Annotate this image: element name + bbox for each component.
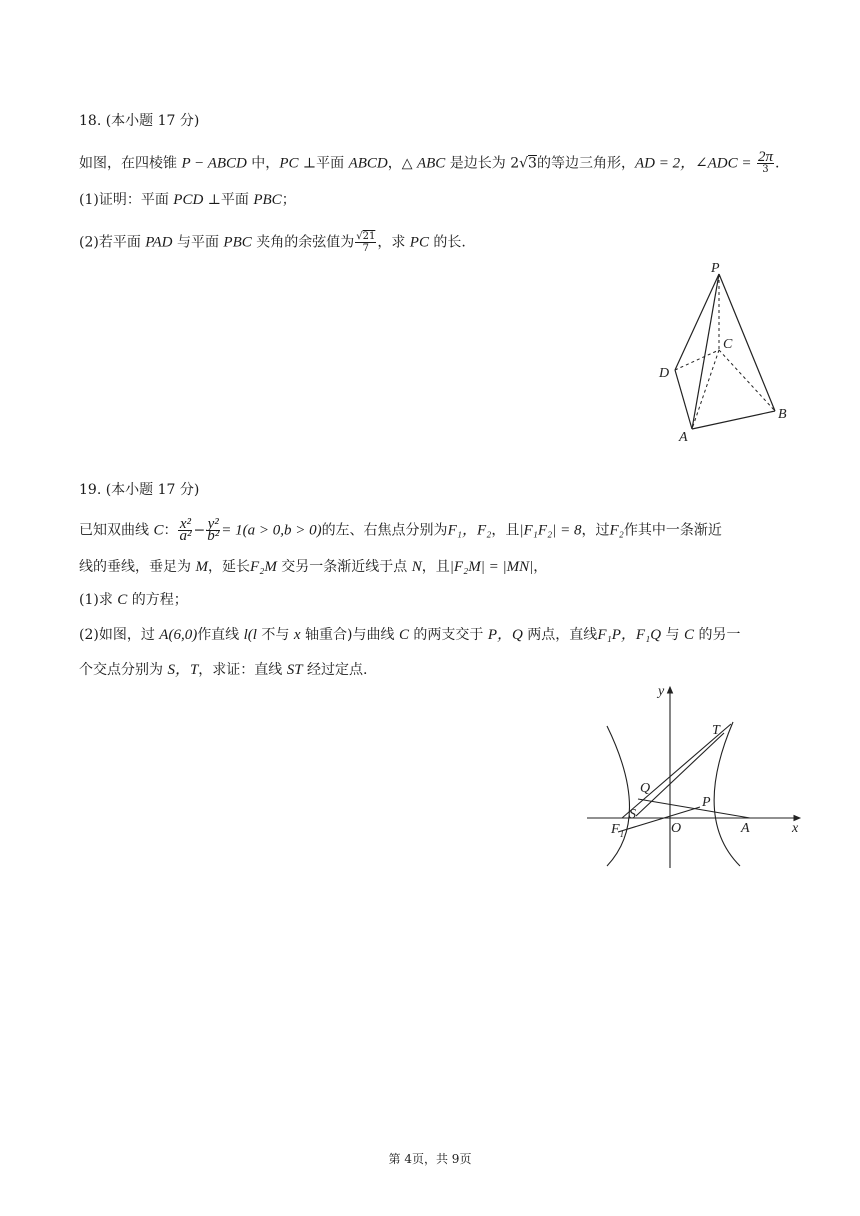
label-f1 (610, 822, 624, 839)
q18-math: PCD (173, 192, 204, 208)
q19-header: 19. (本小题 17 分) (79, 482, 200, 498)
q18-stem: 如图，在四棱锥 P − ABCD 中，PC ⊥平面 ABCD，△ ABC 是边长为 2√3的等边三角形，AD = 2，∠ADC = $\frac{2\pi}{3}$ . (79, 149, 780, 175)
q19-frac-y (206, 516, 220, 544)
fraction-denominator: a² (179, 528, 192, 544)
q19-text: 的左、右焦点分别为 (321, 522, 448, 539)
q19-text: 已知双曲线 (79, 522, 154, 539)
q19-math: P，Q (487, 627, 523, 643)
q19-part2-cont (79, 660, 368, 680)
q19-math: F₂M (249, 559, 277, 575)
q18-part2 (79, 231, 466, 254)
q18-math: PAD (145, 234, 173, 251)
label-a: A (679, 430, 688, 445)
q18-part1-text: ⊥平面 (203, 192, 254, 208)
q19-math: F₁P，F₁Q (597, 627, 662, 643)
q18-stem-text: 是边长为 2 (445, 155, 520, 172)
edge-cb-hidden (719, 350, 775, 411)
q19-text: 的方程； (127, 592, 188, 608)
q18-math: P − ABCD (181, 155, 247, 172)
q18-math: ABC (416, 155, 446, 172)
q18-part1 (79, 190, 296, 210)
q18-stem-text: 中， (246, 155, 280, 172)
q19-math: C (398, 627, 409, 643)
q19-text: 个交点分别为 (79, 662, 168, 678)
q18-math: PC (409, 234, 429, 251)
label-y: y (658, 684, 665, 699)
edge-dc-hidden (675, 350, 719, 370)
q19-math: C (683, 627, 694, 643)
q19-text: ，且 (421, 559, 450, 575)
fraction-denominator: b² (207, 528, 220, 544)
q19-math: C (117, 592, 128, 608)
label-p: P (702, 795, 711, 810)
q19-text: 线的垂线，垂足为 (79, 559, 196, 575)
q19-math: = 1(a > 0,b > 0) (221, 522, 322, 539)
label-o: O (671, 821, 682, 836)
page-footer: 第 4页，共 9页 (388, 1152, 472, 1166)
q18-part2-text: (2)若平面 (79, 234, 146, 251)
label-d: D (659, 366, 670, 381)
q19-part1 (79, 590, 188, 610)
q18-part2-text: 夹角的余弦值为 (251, 234, 355, 251)
q19-text: ，延长 (207, 559, 250, 575)
q18-angle-fraction (757, 149, 774, 175)
fraction-numerator: 2π (757, 149, 773, 165)
q19-math: N (411, 559, 422, 575)
q18-math: PC (279, 155, 299, 172)
q18-sqrt-value: 3 (528, 155, 537, 172)
q19-text: ，过 (581, 522, 610, 539)
label-s: S (629, 807, 636, 822)
q19-math: |F₁F₂| = 8 (519, 522, 582, 539)
q18-stem-text: . (774, 155, 780, 172)
edge-da (675, 370, 692, 429)
q19-math: F₁，F₂ (447, 522, 492, 539)
q19-text: 轴重合)与曲线 (300, 627, 399, 643)
q19-line2 (79, 557, 547, 577)
q18-stem-text: ，△ (387, 155, 417, 172)
q19-text: ， (533, 559, 548, 575)
q19-math: x (293, 627, 301, 643)
q19-text: (1)求 (79, 592, 118, 608)
q19-text: ： (163, 522, 178, 539)
q19-math: M (195, 559, 208, 575)
q18-math: PBC (253, 192, 282, 208)
q19-math: A(6,0) (159, 627, 198, 643)
q18-stem-text: 如图，在四棱锥 (79, 155, 182, 172)
edge-ca-hidden (692, 350, 719, 429)
q19-text: 的两支交于 (408, 627, 488, 643)
q19-part2 (79, 625, 740, 645)
q19-math: C (153, 522, 164, 539)
label-x: x (792, 821, 799, 836)
q18-part2-text: 的长. (428, 234, 466, 251)
hyperbola-figure (585, 683, 815, 873)
q18-math: ABCD (348, 155, 388, 172)
q19-math: − (193, 522, 206, 539)
q19-text: (2)如图，过 (79, 627, 160, 643)
line-s-t (636, 733, 724, 816)
q18-math: AD = 2，∠ADC = (634, 155, 752, 172)
q19-text: 作直线 (197, 627, 244, 643)
pyramid-figure (650, 255, 810, 455)
q19-text: 与 (661, 627, 684, 643)
label-f1-main: F (611, 822, 620, 837)
q19-text: 作其中一条渐近 (623, 522, 722, 539)
q18-part2-text: 与平面 (172, 234, 224, 251)
q19-text: 两点，直线 (522, 627, 598, 643)
left-branch (607, 726, 630, 866)
q19-text: 的另一 (694, 627, 741, 643)
q19-text: 交另一条渐近线于点 (276, 559, 412, 575)
q18-stem-text: 的等边三角形， (536, 155, 635, 172)
label-f1-sub: 1 (619, 829, 625, 839)
q18-stem-text: ⊥平面 (298, 155, 349, 172)
edge-pd (675, 274, 719, 370)
fraction-numerator: x² (179, 516, 192, 532)
right-branch (714, 722, 740, 866)
q19-frac-x (178, 516, 192, 544)
q18-header: 18. (本小题 17 分) (79, 113, 200, 129)
fraction-denominator: 7 (362, 243, 369, 254)
fraction-numerator: √21 (356, 231, 376, 242)
q19-text: ，且 (491, 522, 520, 539)
label-p: P (711, 261, 720, 276)
sqrt-value: 21 (362, 231, 376, 242)
q19-text: 不与 (256, 627, 294, 643)
q19-text: 经过定点. (302, 662, 368, 678)
label-b: B (778, 407, 787, 422)
label-a: A (741, 821, 750, 836)
fraction-denominator: 3 (762, 164, 769, 175)
q19-math: |F₂M| = |MN| (449, 559, 534, 575)
q19-line1 (79, 516, 722, 544)
q18-part1-text: ； (281, 192, 296, 208)
q19-text: ，求证：直线 (198, 662, 287, 678)
q19-math: S，T (167, 662, 199, 678)
q18-part2-text: ，求 (377, 234, 410, 251)
q18-math: PBC (223, 234, 252, 251)
edge-ab (692, 411, 775, 429)
q19-math: ST (286, 662, 303, 678)
label-q: Q (640, 781, 651, 796)
label-t: T (712, 723, 720, 738)
label-c: C (723, 337, 733, 352)
fraction-numerator: y² (207, 516, 219, 532)
q18-cosine-fraction (355, 231, 376, 254)
q18-part1-text: (1)证明：平面 (79, 192, 174, 208)
q19-math: l(l (243, 627, 257, 643)
q19-math: F₂ (609, 522, 624, 539)
